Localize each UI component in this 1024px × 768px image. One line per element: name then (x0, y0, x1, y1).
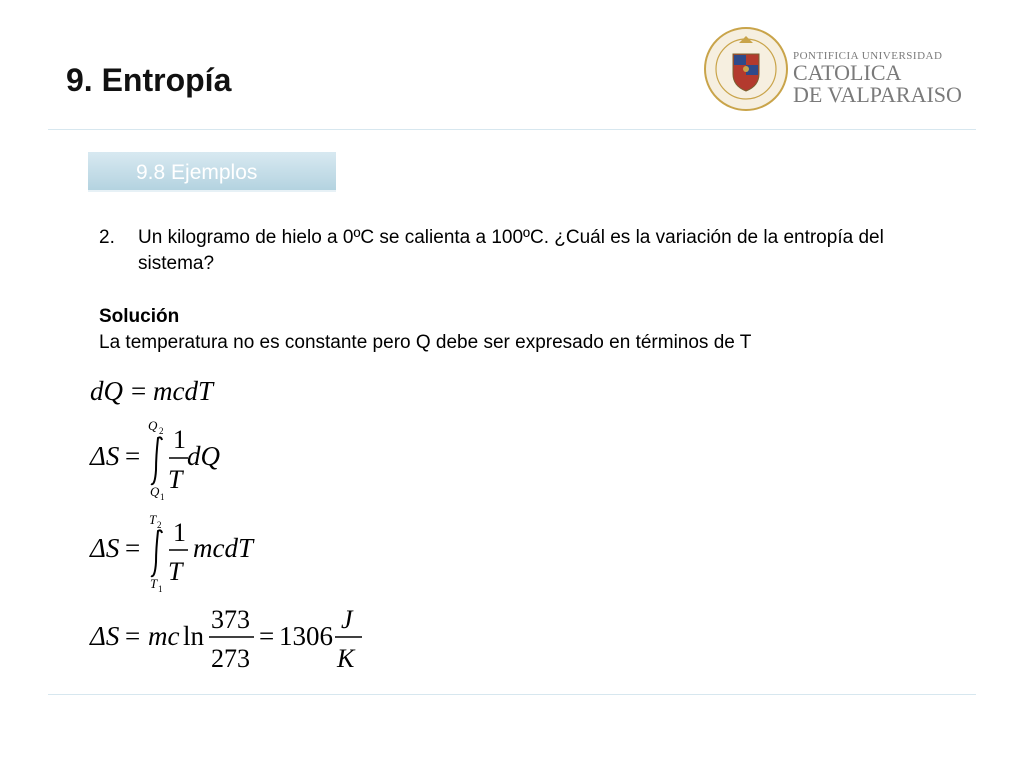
eq2-fraction-num: 1 (173, 425, 186, 454)
eq3-equals: = (125, 533, 141, 563)
eq2-upper-limit: Q (148, 418, 158, 433)
eq1-rhs: mcdT (153, 376, 213, 406)
eq2-lhs: ΔS (90, 441, 120, 471)
equation-2 (89, 418, 220, 502)
question-number: 2. (99, 227, 115, 248)
eq1-equals: = (131, 376, 147, 406)
eq3-fraction-num: 1 (173, 518, 186, 547)
logo-line-3: DE VALPARAISO (793, 82, 962, 107)
eq3-integral-sign (151, 530, 162, 576)
equation-3 (89, 512, 255, 594)
eq4-ln: ln (183, 621, 205, 651)
eq2-equals: = (125, 441, 141, 471)
eq4-fraction-num: 373 (211, 605, 250, 634)
section-tab-label: 9.8 Ejemplos (136, 161, 258, 184)
eq3-lower-sub: 1 (158, 584, 163, 594)
eq3-lhs: ΔS (90, 533, 120, 563)
eq4-factor: mc (148, 621, 180, 651)
eq3-lower-limit: T (150, 576, 158, 591)
eq3-fraction-den: T (168, 557, 183, 586)
eq2-differential: dQ (187, 441, 220, 471)
eq3-integrand: mcdT (193, 533, 253, 563)
question-text: Un kilogramo de hielo a 0ºC se calienta a 100ºC. ¿Cuál es la variación de la entropía del sistema? (138, 227, 884, 274)
eq2-upper-sub: 2 (159, 426, 164, 436)
solution-heading: Solución (99, 306, 180, 327)
eq4-unit-num: J (341, 605, 353, 634)
eq2-integral-sign (151, 437, 162, 484)
eq1-lhs: dQ (90, 376, 123, 406)
equation-1 (90, 376, 215, 406)
eq3-upper-limit: T (149, 512, 157, 527)
footer-divider (48, 694, 976, 695)
eq3-upper-sub: 2 (157, 520, 162, 530)
eq4-equals-2: = (259, 621, 275, 651)
solution-text: La temperatura no es constante pero Q debe ser expresado en términos de T (99, 332, 752, 353)
eq2-lower-limit: Q (150, 484, 160, 499)
eq4-fraction-den: 273 (211, 644, 250, 673)
slide-title: 9. Entropía (66, 62, 232, 98)
equation-4 (89, 605, 362, 673)
eq2-fraction-den: T (168, 465, 183, 494)
logo-line-2: CATOLICA (793, 60, 902, 85)
eq2-lower-sub: 1 (160, 492, 165, 502)
eq4-equals: = (125, 621, 141, 651)
eq4-lhs: ΔS (90, 621, 120, 651)
logo-line-1: PONTIFICIA UNIVERSIDAD (793, 50, 943, 62)
eq4-unit-den: K (337, 644, 355, 673)
eq4-result: 1306 (279, 621, 333, 651)
